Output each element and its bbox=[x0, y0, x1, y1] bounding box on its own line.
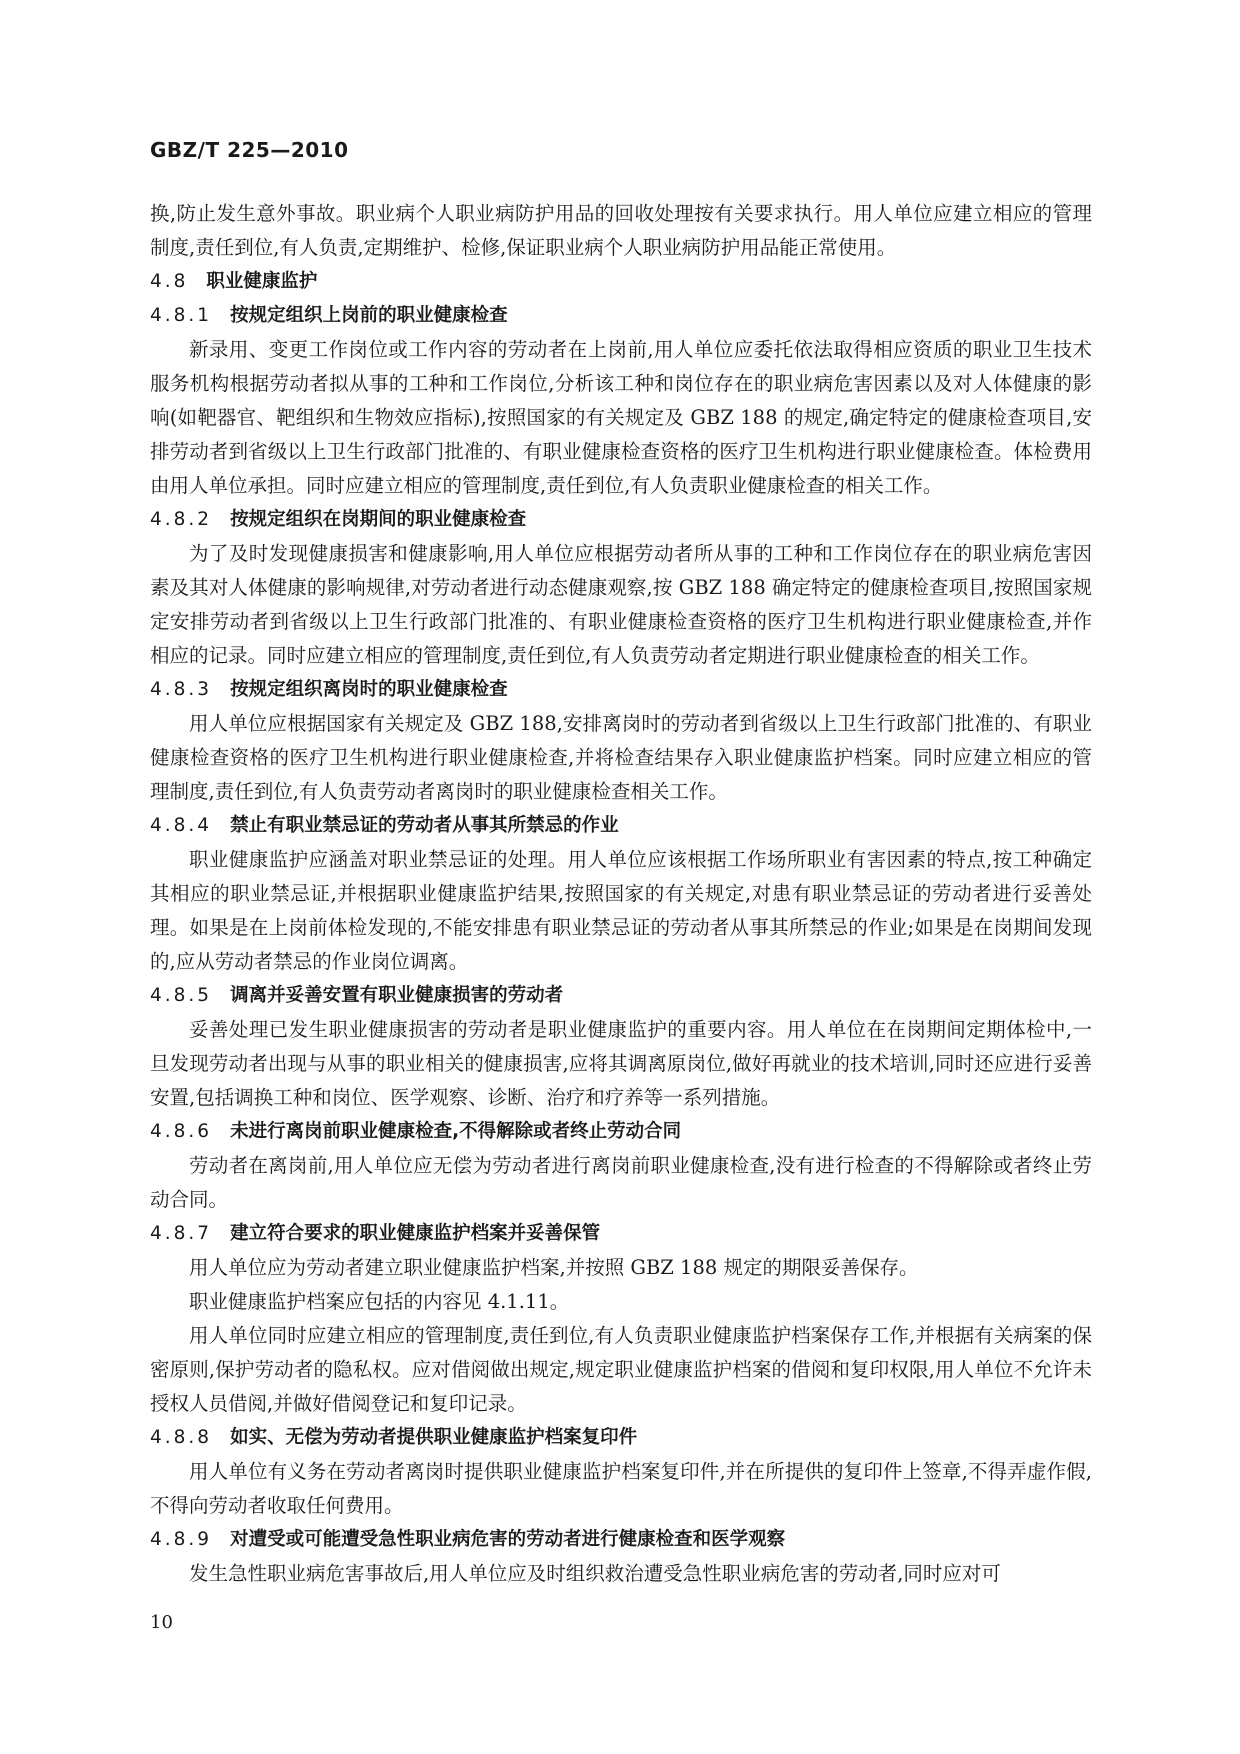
section-heading bbox=[150, 503, 1092, 537]
section-number: 4.8.2 bbox=[150, 509, 213, 530]
body-paragraph: 职业健康监护档案应包括的内容见 4.1.11。 bbox=[189, 1290, 570, 1313]
section-number: 4.8.5 bbox=[150, 985, 213, 1006]
section-heading bbox=[150, 1115, 1092, 1149]
section-title: 按规定组织在岗期间的职业健康检查 bbox=[230, 509, 527, 530]
section-heading bbox=[150, 809, 1092, 843]
section-number: 4.8.8 bbox=[150, 1427, 213, 1448]
standard-code: GBZ/T 225—2010 bbox=[150, 138, 349, 162]
section-number: 4.8.1 bbox=[150, 305, 213, 326]
section-heading bbox=[150, 673, 1092, 707]
body-paragraph: 劳动者在离岗前,用人单位应无偿为劳动者进行离岗前职业健康检查,没有进行检查的不得解除或者终止劳动合同。 bbox=[150, 1154, 1092, 1211]
section-title: 对遭受或可能遭受急性职业病危害的劳动者进行健康检查和医学观察 bbox=[230, 1529, 786, 1550]
section-number: 4.8.6 bbox=[150, 1121, 213, 1142]
page-number: 10 bbox=[150, 1612, 173, 1633]
section-heading bbox=[150, 1523, 1092, 1557]
section-heading bbox=[150, 299, 1092, 333]
section-title: 如实、无偿为劳动者提供职业健康监护档案复印件 bbox=[230, 1427, 638, 1448]
section-heading bbox=[150, 265, 1092, 299]
section-number: 4.8.9 bbox=[150, 1529, 213, 1550]
section-heading bbox=[150, 1421, 1092, 1455]
section-title: 职业健康监护 bbox=[206, 271, 318, 292]
body-paragraph: 发生急性职业病危害事故后,用人单位应及时组织救治遭受急性职业病危害的劳动者,同时应对可 bbox=[189, 1562, 1001, 1585]
section-title: 禁止有职业禁忌证的劳动者从事其所禁忌的作业 bbox=[230, 815, 619, 836]
section-title: 调离并妥善安置有职业健康损害的劳动者 bbox=[230, 985, 564, 1006]
section-number: 4.8 bbox=[150, 271, 189, 292]
body-paragraph: 用人单位应根据国家有关规定及 GBZ 188,安排离岗时的劳动者到省级以上卫生行政部门批准的、有职业健康检查资格的医疗卫生机构进行职业健康检查,并将检查结果存入职业健康监护档案。同时应建立相应的管理制度,责任到位,有人负责劳动者离岗时的职业健康检查相关工作。 bbox=[150, 712, 1092, 803]
body-paragraph: 新录用、变更工作岗位或工作内容的劳动者在上岗前,用人单位应委托依法取得相应资质的职业卫生技术服务机构根据劳动者拟从事的工种和工作岗位,分析该工种和岗位存在的职业病危害因素以及对人体健康的影响(如靶器官、靶组织和生物效应指标),按照国家的有关规定及 GBZ 188 的规定,确定特定的健康检查项目,安排劳动者到省级以上卫生行政部门批准的、有职业健康检查资格的医疗卫生机构进行职业健康检查。体检费用由用人单位承担。同时应建立相应的管理制度,责任到位,有人负责职业健康检查的相关工作。 bbox=[150, 338, 1092, 497]
section-title: 建立符合要求的职业健康监护档案并妥善保管 bbox=[230, 1223, 601, 1244]
section-heading bbox=[150, 1217, 1092, 1251]
body-paragraph: 职业健康监护应涵盖对职业禁忌证的处理。用人单位应该根据工作场所职业有害因素的特点,按工种确定其相应的职业禁忌证,并根据职业健康监护结果,按照国家的有关规定,对患有职业禁忌证的劳动者进行妥善处理。如果是在上岗前体检发现的,不能安排患有职业禁忌证的劳动者从事其所禁忌的作业;如果是在岗期间发现的,应从劳动者禁忌的作业岗位调离。 bbox=[150, 848, 1092, 973]
body-paragraph: 妥善处理已发生职业健康损害的劳动者是职业健康监护的重要内容。用人单位在在岗期间定期体检中,一旦发现劳动者出现与从事的职业相关的健康损害,应将其调离原岗位,做好再就业的技术培训,同时还应进行妥善安置,包括调换工种和岗位、医学观察、诊断、治疗和疗养等一系列措施。 bbox=[150, 1018, 1092, 1109]
document-body bbox=[150, 197, 1092, 1591]
body-paragraph: 换,防止发生意外事故。职业病个人职业病防护用品的回收处理按有关要求执行。用人单位应建立相应的管理制度,责任到位,有人负责,定期维护、检修,保证职业病个人职业病防护用品能正常使用。 bbox=[150, 202, 1092, 259]
section-title: 未进行离岗前职业健康检查,不得解除或者终止劳动合同 bbox=[230, 1121, 682, 1142]
section-number: 4.8.4 bbox=[150, 815, 213, 836]
section-number: 4.8.7 bbox=[150, 1223, 213, 1244]
body-paragraph: 为了及时发现健康损害和健康影响,用人单位应根据劳动者所从事的工种和工作岗位存在的职业病危害因素及其对人体健康的影响规律,对劳动者进行动态健康观察,按 GBZ 188 确定特定的健康检查项目,按照国家规定安排劳动者到省级以上卫生行政部门批准的、有职业健康检查资格的医疗卫生机构进行职业健康检查,并作相应的记录。同时应建立相应的管理制度,责任到位,有人负责劳动者定期进行职业健康检查的相关工作。 bbox=[150, 542, 1092, 667]
body-paragraph: 用人单位应为劳动者建立职业健康监护档案,并按照 GBZ 188 规定的期限妥善保存。 bbox=[189, 1256, 919, 1279]
section-heading bbox=[150, 979, 1092, 1013]
body-paragraph: 用人单位有义务在劳动者离岗时提供职业健康监护档案复印件,并在所提供的复印件上签章,不得弄虚作假,不得向劳动者收取任何费用。 bbox=[150, 1460, 1092, 1517]
body-paragraph: 用人单位同时应建立相应的管理制度,责任到位,有人负责职业健康监护档案保存工作,并根据有关病案的保密原则,保护劳动者的隐私权。应对借阅做出规定,规定职业健康监护档案的借阅和复印权限,用人单位不允许未授权人员借阅,并做好借阅登记和复印记录。 bbox=[150, 1324, 1092, 1415]
section-title: 按规定组织上岗前的职业健康检查 bbox=[230, 305, 508, 326]
section-title: 按规定组织离岗时的职业健康检查 bbox=[230, 679, 508, 700]
section-number: 4.8.3 bbox=[150, 679, 213, 700]
